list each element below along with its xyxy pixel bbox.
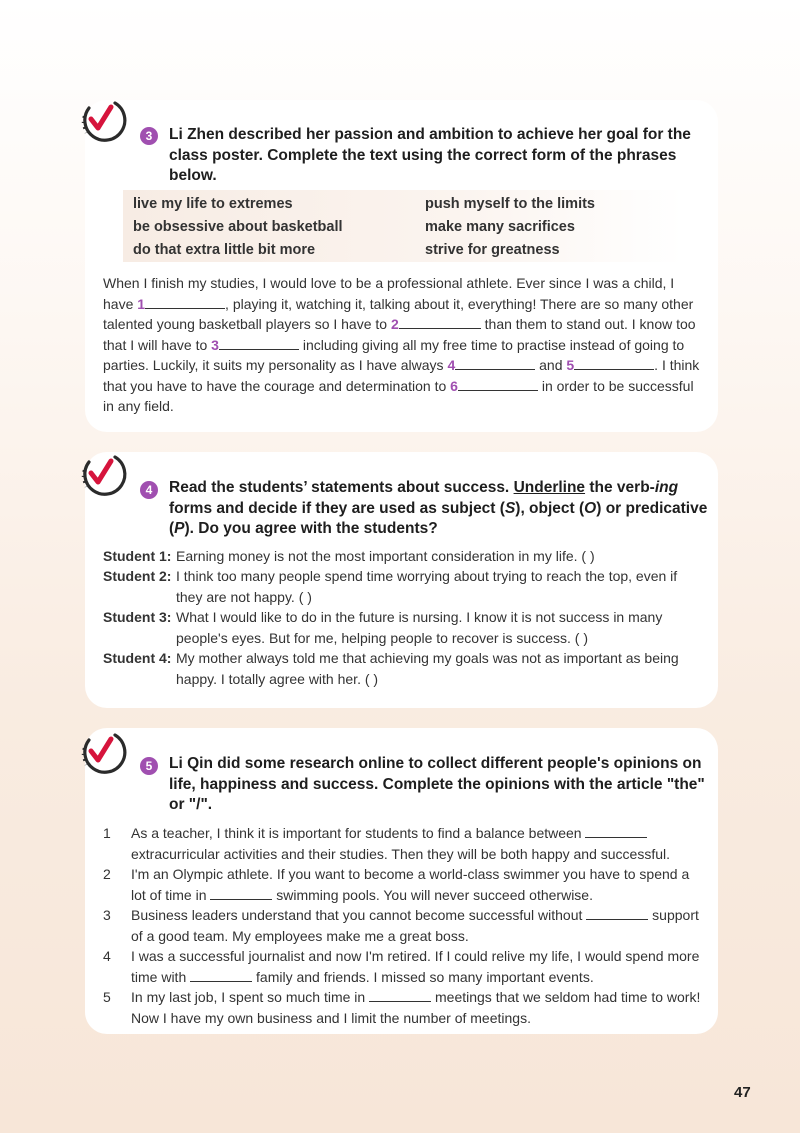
instruction-text: Underline [513, 479, 586, 496]
text-segment: . I think that you have to have the courage and determination to [103, 357, 700, 394]
opinion-item [103, 905, 703, 946]
exercise-number-badge: 5 [140, 757, 158, 775]
instruction-text: ing [654, 479, 679, 496]
student-text: Earning money is not the most important consideration in my life. ( ) [176, 548, 595, 564]
student-statement [103, 607, 703, 648]
item-text: meetings that we seldom had time to work! Now I have my own business and I limit the number of meetings. [131, 989, 701, 1026]
item-number: 3 [103, 907, 111, 923]
gap-number: 6 [450, 377, 458, 394]
item-text: Business leaders understand that you cannot become successful without [131, 907, 583, 923]
opinion-item [103, 987, 703, 1028]
answer-blank[interactable] [586, 906, 648, 920]
item-text: As a teacher, I think it is important for students to find a balance between [131, 825, 582, 841]
item-text: I was a successful journalist and now I'm retired. If I could relive my life, I would spend more time with [131, 948, 700, 985]
answer-blank[interactable] [190, 968, 252, 982]
checkmark-icon [77, 448, 133, 504]
item-text: swimming pools. You will never succeed otherwise. [276, 886, 593, 903]
opinion-item [103, 823, 703, 864]
item-number: 1 [103, 825, 111, 841]
student-label: Student 3: [103, 609, 172, 625]
item-number: 2 [103, 866, 111, 882]
exercise-5-card [85, 728, 718, 1034]
text-segment: and [539, 357, 563, 373]
checkmark-icon [77, 94, 133, 150]
answer-blank[interactable] [458, 377, 538, 391]
item-number: 4 [103, 948, 111, 964]
exercise-number-badge: 4 [140, 481, 158, 499]
instruction-text: Read the students’ statements about success. [169, 479, 510, 496]
checkmark-icon [77, 726, 133, 782]
phrase: strive for greatness [425, 242, 560, 258]
student-text: My mother always told me that achieving my goals was not as important as being happy. I totally agree with her. ( ) [176, 650, 679, 687]
instruction-text: forms and decide if they are used as subject ( [169, 499, 505, 517]
student-statement [103, 648, 703, 689]
answer-blank[interactable] [219, 336, 299, 350]
student-label: Student 4: [103, 650, 172, 666]
gap-number: 4 [447, 357, 456, 373]
item-text: extracurricular activities and their studies. Then they will be both happy and successful. [131, 845, 671, 862]
instruction-text: ) or predicative ( [169, 499, 708, 537]
instruction-text: the verb- [589, 479, 655, 496]
exercise-4-card [85, 452, 718, 708]
exercise-instruction [169, 478, 709, 540]
page-number: 47 [734, 1084, 751, 1101]
phrase: be obsessive about basketball [133, 219, 343, 235]
item-text: support of a good team. My employees make me a great boss. [131, 907, 699, 944]
gap-number: 5 [566, 357, 575, 373]
exercise-3-card [85, 100, 718, 432]
answer-blank[interactable] [574, 356, 654, 370]
exercise-number-badge: 3 [140, 127, 158, 145]
answer-blank[interactable] [145, 295, 225, 309]
instruction-text: P [174, 520, 185, 537]
answer-blank[interactable] [399, 315, 481, 329]
gap-number: 1 [137, 295, 146, 312]
answer-blank[interactable] [210, 886, 272, 900]
phrase: live my life to extremes [133, 196, 293, 212]
student-text: I think too many people spend time worrying about trying to reach the top, even if they are not happy. ( ) [176, 568, 678, 605]
gap-number: 2 [390, 316, 399, 332]
answer-blank[interactable] [455, 356, 535, 370]
instruction-text: O [584, 499, 597, 517]
text-segment: in order to be successful in any field. [103, 377, 694, 414]
phrase: push myself to the limits [425, 196, 595, 212]
instruction-text: S [504, 499, 516, 517]
text-segment: When I finish my studies, I would love to be a professional athlete. Ever since I was a child, I have [103, 275, 675, 312]
student-statement [103, 566, 703, 607]
answer-blank[interactable] [585, 824, 647, 838]
student-statement [103, 546, 703, 567]
opinion-item [103, 946, 703, 987]
text-segment: , playing it, watching it, talking about it, everything! There are so many other talented young basketball players so I have to [103, 295, 694, 332]
student-label: Student 1: [103, 548, 172, 564]
answer-blank[interactable] [369, 988, 431, 1002]
exercise-instruction: Li Zhen described her passion and ambition to achieve her goal for the class poster. Complete the text using the correct form of the phrases below. [169, 126, 691, 184]
student-text: What I would like to do in the future is nursing. I know it is not success in many people's eyes. But for me, helping people to recover is success. ( ) [176, 609, 663, 646]
item-text: family and friends. I missed so many important events. [256, 968, 594, 985]
text-segment: including giving all my free time to practise instead of going to parties. Luckily, it suits my personality as I have always [103, 336, 685, 373]
exercise-instruction: Li Qin did some research online to collect different people's opinions on life, happiness and success. Complete the opinions with the article "the" or "/". [169, 755, 705, 813]
student-label: Student 2: [103, 568, 172, 584]
instruction-text: ), object ( [515, 499, 585, 517]
opinion-item [103, 864, 703, 905]
item-text: In my last job, I spent so much time in [131, 989, 366, 1005]
phrase: make many sacrifices [425, 219, 575, 235]
item-text: I'm an Olympic athlete. If you want to become a world-class swimmer you have to spend a lot of time in [131, 866, 690, 903]
gap-fill-text [103, 273, 708, 417]
instruction-text: ). Do you agree with the students? [184, 520, 438, 537]
text-segment: than them to stand out. I know too that I will have to [103, 316, 696, 353]
gap-number: 3 [211, 336, 219, 353]
phrase: do that extra little bit more [133, 242, 316, 258]
item-number: 5 [103, 989, 111, 1005]
